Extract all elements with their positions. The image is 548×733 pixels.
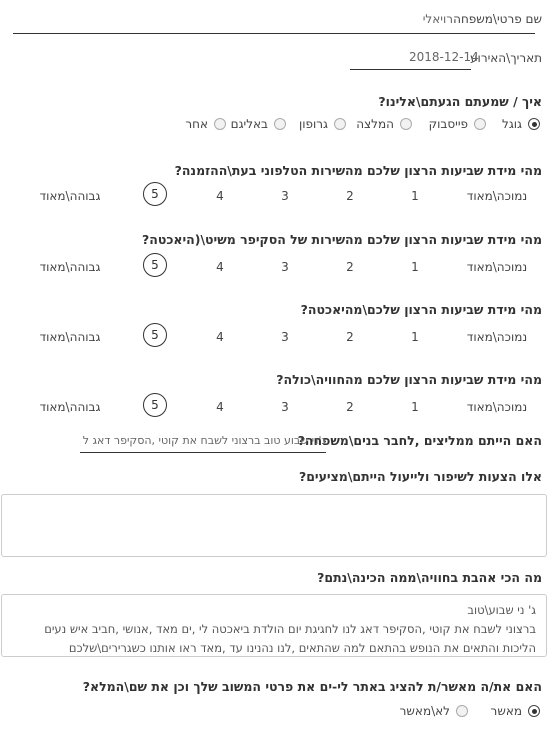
scale-option-1[interactable]: 1: [411, 260, 419, 274]
suggestions-textarea[interactable]: [1, 494, 547, 557]
scale-option-2[interactable]: 2: [346, 260, 354, 274]
scale-high-label: גבוהה\מאוד: [39, 400, 101, 414]
scale-option-5-selected[interactable]: 5: [143, 323, 167, 347]
scale-low-label: נמוכה\מאוד: [466, 189, 528, 203]
source-option-other[interactable]: אחר: [185, 117, 226, 131]
rating-question-1: מהי מידת שביעות הרצון שלכם מהשירות הטלפוני בעת\ההזמנה?: [174, 163, 542, 178]
scale-option-1[interactable]: 1: [411, 330, 419, 344]
name-label: שם פרטי\משפחה: [453, 12, 542, 26]
rating-question-3: מהי מידת שביעות הרצון שלכם\מהיאכטה?: [300, 302, 542, 317]
scale-option-3[interactable]: 3: [281, 189, 289, 203]
rating-question-4: מהי מידת שביעות הרצון שלכם מהחוויה\כולה?: [276, 372, 542, 387]
date-underline: [350, 69, 471, 70]
radio-google[interactable]: [528, 118, 540, 130]
scale-low-label: נמוכה\מאוד: [466, 330, 528, 344]
scale-high-label: גבוהה\מאוד: [39, 260, 101, 274]
liked-line-1: ג' ני שבוע\טוב: [467, 603, 536, 617]
scale-option-4[interactable]: 4: [216, 400, 224, 414]
radio-groupon[interactable]: [334, 118, 346, 130]
scale-low-label: נמוכה\מאוד: [466, 260, 528, 274]
source-option-groupon[interactable]: גרופון: [299, 117, 346, 131]
scale-option-4[interactable]: 4: [216, 189, 224, 203]
liked-line-3: הליכות והתאים את הנופש בהתאם למה שהתאים ,לנו נהנינו עד ,מאד ראו אותנו כשגרירים\שלכם: [68, 641, 536, 655]
consent-option-decline[interactable]: לא\מאשר: [400, 704, 468, 718]
consent-option-approve[interactable]: מאשר: [491, 704, 540, 718]
scale-high-label: גבוהה\מאוד: [39, 330, 101, 344]
scale-option-1[interactable]: 1: [411, 189, 419, 203]
scale-option-5-selected[interactable]: 5: [143, 393, 167, 417]
scale-option-1[interactable]: 1: [411, 400, 419, 414]
source-question: איך / שמעתם הגעתם\אלינו?: [378, 94, 542, 109]
suggestions-label: אלו הצעות לשיפור ולייעול הייתם\מציעים?: [298, 469, 542, 484]
source-option-recommendation[interactable]: המלצה: [356, 117, 412, 131]
date-input[interactable]: 2018-12-14: [409, 50, 479, 64]
source-option-baligam[interactable]: באליגם: [231, 117, 286, 131]
date-label: תאריך\האירוע: [470, 51, 542, 65]
scale-option-5-selected[interactable]: 5: [143, 253, 167, 277]
radio-other[interactable]: [214, 118, 226, 130]
name-underline: [13, 33, 535, 34]
liked-textarea[interactable]: [1, 594, 547, 657]
name-input[interactable]: רויאלי: [422, 12, 453, 26]
radio-recommendation[interactable]: [400, 118, 412, 130]
radio-decline[interactable]: [456, 705, 468, 717]
rating-scale-1: [0, 182, 548, 212]
recommend-label: האם הייתם ממליצים ,לחבר בנים\משפחה?: [297, 433, 542, 448]
scale-high-label: גבוהה\מאוד: [39, 189, 101, 203]
scale-option-5-selected[interactable]: 5: [143, 182, 167, 206]
scale-option-3[interactable]: 3: [281, 330, 289, 344]
scale-option-4[interactable]: 4: [216, 330, 224, 344]
recommend-input[interactable]: ג'ני שבוע טוב ברצוני לשבח את קוטי ,הסקיפר דאג ל: [82, 434, 326, 447]
scale-option-2[interactable]: 2: [346, 400, 354, 414]
recommend-underline: [80, 452, 326, 453]
rating-question-2: מהי מידת שביעות הרצון שלכם מהשירות של הסקיפר משיט\(היאכטה?: [141, 232, 542, 247]
radio-approve[interactable]: [528, 705, 540, 717]
source-option-google[interactable]: גוגל: [502, 117, 540, 131]
scale-option-2[interactable]: 2: [346, 189, 354, 203]
radio-baligam[interactable]: [274, 118, 286, 130]
scale-low-label: נמוכה\מאוד: [466, 400, 528, 414]
source-option-facebook[interactable]: פייסבוק: [429, 117, 486, 131]
scale-option-3[interactable]: 3: [281, 400, 289, 414]
rating-scale-2: [0, 253, 548, 283]
scale-option-4[interactable]: 4: [216, 260, 224, 274]
rating-scale-3: [0, 323, 548, 353]
scale-option-2[interactable]: 2: [346, 330, 354, 344]
rating-scale-4: [0, 393, 548, 423]
consent-label: האם את/ה מאשר/ת להציג באתר לי-ים את פרטי המשוב שלך וכן את שם\המלא?: [82, 679, 542, 694]
radio-facebook[interactable]: [474, 118, 486, 130]
scale-option-3[interactable]: 3: [281, 260, 289, 274]
liked-label: מה הכי אהבת בחוויה\ממה הכינה\נתם?: [317, 570, 542, 585]
liked-line-2: ברצוני לשבח את קוטי ,הסקיפר דאג לנו לחגיגת יום הולדת ביאכטה לי ,ים מאד ,אנושי ,חביב איש נעים: [44, 622, 536, 636]
